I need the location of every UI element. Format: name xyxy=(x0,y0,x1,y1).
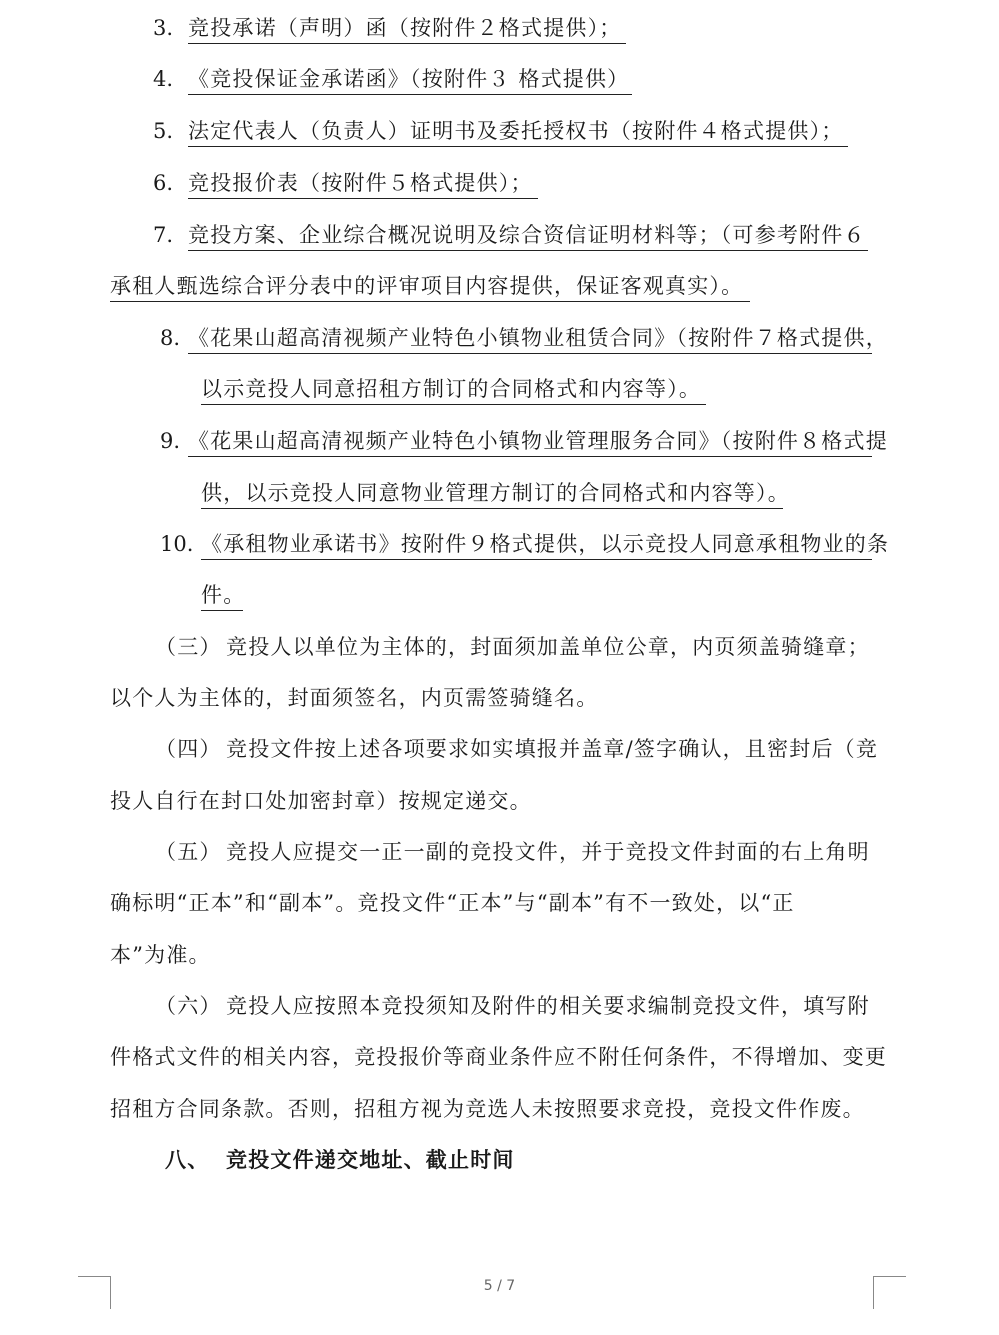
para-6-line-3: 招租方合同条款。否则，招租方视为竞选人未按照要求竞投，竞投文件作废。 xyxy=(110,1097,865,1121)
para-5-line-2: 确标明“正本”和“副本”。竞投文件“正本”与“副本”有不一致处，以“正 xyxy=(110,891,795,915)
item-4-text: 《竞投保证金承诺函》（按附件３ 格式提供） xyxy=(188,65,632,95)
item-10-line-1: 《承租物业承诺书》按附件９格式提供，以示竞投人同意承租物业的条 xyxy=(201,530,872,560)
item-9-number: 9. xyxy=(160,429,181,453)
page-number: 5 / 7 xyxy=(483,1278,516,1294)
item-10-number: 10. xyxy=(160,532,194,556)
item-8-line-2: 以示竞投人同意招租方制订的合同格式和内容等）。 xyxy=(201,375,706,405)
para-3-line-1: 竞投人以单位为主体的，封面须加盖单位公章，内页须盖骑缝章； xyxy=(226,635,870,659)
para-4-label: （四） xyxy=(155,737,222,761)
para-4-line-1: 竞投文件按上述各项要求如实填报并盖章/签字确认，且密封后（竞 xyxy=(226,737,879,761)
item-8-line-1: 《花果山超高清视频产业特色小镇物业租赁合同》（按附件７格式提供， xyxy=(188,324,872,354)
para-5-line-3: 本”为准。 xyxy=(110,943,211,967)
item-5-number: 5. xyxy=(153,119,174,143)
para-6-label: （六） xyxy=(155,994,222,1018)
item-6-text: 竞投报价表（按附件５格式提供）； xyxy=(188,169,538,199)
para-6-line-1: 竞投人应按照本竞投须知及附件的相关要求编制竞投文件，填写附 xyxy=(226,994,870,1018)
item-7-number: 7. xyxy=(153,223,174,247)
item-10-line-2: 件。 xyxy=(201,581,243,611)
item-9-line-1: 《花果山超高清视频产业特色小镇物业管理服务合同》（按附件８格式提 xyxy=(188,427,872,457)
item-9-line-2: 供，以示竞投人同意物业管理方制订的合同格式和内容等）。 xyxy=(201,479,783,509)
para-6-line-2: 件格式文件的相关内容，竞投报价等商业条件应不附任何条件，不得增加、变更 xyxy=(110,1045,887,1069)
item-7-line-1: 竞投方案、企业综合概况说明及综合资信证明材料等；（可参考附件６ xyxy=(188,221,868,251)
para-5-label: （五） xyxy=(155,840,222,864)
item-8-number: 8. xyxy=(160,326,181,350)
item-7-line-2: 承租人甄选综合评分表中的评审项目内容提供，保证客观真实）。 xyxy=(110,272,750,302)
section-number: 八、 xyxy=(165,1148,210,1172)
item-4-number: 4. xyxy=(153,67,174,91)
section-title: 竞投文件递交地址、截止时间 xyxy=(226,1148,515,1172)
item-5-text: 法定代表人（负责人）证明书及委托授权书（按附件４格式提供）； xyxy=(188,117,848,147)
para-3-label: （三） xyxy=(155,635,222,659)
para-4-line-2: 投人自行在封口处加密封章）按规定递交。 xyxy=(110,789,532,813)
para-5-line-1: 竞投人应提交一正一副的竞投文件，并于竞投文件封面的右上角明 xyxy=(226,840,870,864)
item-6-number: 6. xyxy=(153,171,174,195)
para-3-line-2: 以个人为主体的，封面须签名，内页需签骑缝名。 xyxy=(110,686,599,710)
item-3-text: 竞投承诺（声明）函（按附件２格式提供）； xyxy=(188,14,626,44)
item-3-number: 3. xyxy=(153,16,174,40)
